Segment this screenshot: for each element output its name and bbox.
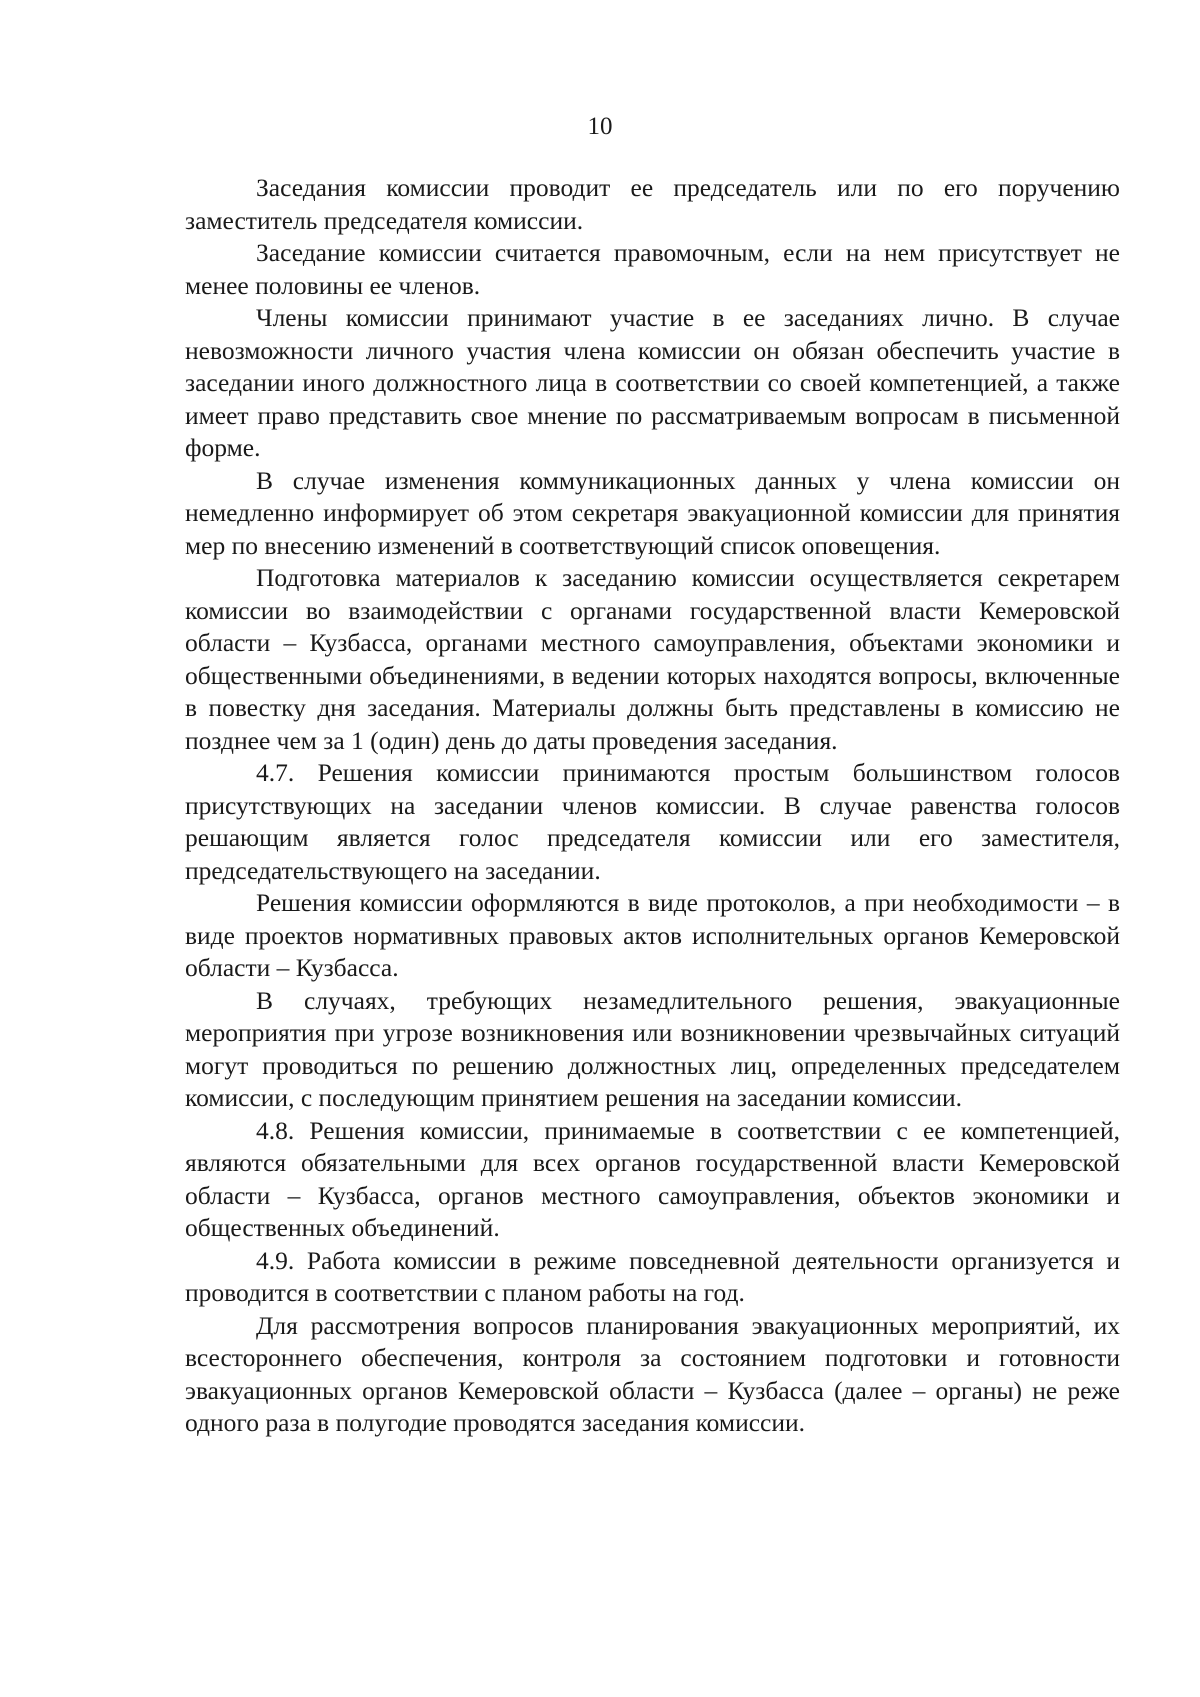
paragraph-4-9-work-plan: 4.9. Работа комиссии в режиме повседневной деятельности организуется и проводится в соответствии с планом работы на год.	[185, 1245, 1120, 1307]
paragraph-urgent-decisions: В случаях, требующих незамедлительного решения, эвакуационные мероприятия при угрозе возникновения или возникновении чрезвычайных ситуаций могут проводиться по решению должностных лиц, определенных председателем комиссии, с последующим принятием решения на заседании комиссии.	[185, 985, 1120, 1112]
paragraph-semiannual-meetings: Для рассмотрения вопросов планирования эвакуационных мероприятий, их всестороннего обеспечения, контроля за состоянием подготовки и готовности эвакуационных органов Кемеровской области – Кузбасса (далее – органы) не реже одного раза в полугодие проводятся заседания комиссии.	[185, 1310, 1120, 1437]
paragraph-quorum: Заседание комиссии считается правомочным, если на нем присутствует не менее половины ее членов.	[185, 238, 1120, 300]
document-body	[185, 172, 1120, 1440]
paragraph-materials-preparation: Подготовка материалов к заседанию комиссии осуществляется секретарем комиссии во взаимодействии с органами государственной власти Кемеровской области – Кузбасса, органами местного самоуправления, объектами экономики и общественными объединениями, в ведении которых находятся вопросы, включенные в повестку дня заседания. Материалы должны быть представлены в комиссию не позднее чем за 1 (один) день до даты проведения заседания.	[185, 563, 1120, 755]
paragraph-decisions-format: Решения комиссии оформляются в виде протоколов, а при необходимости – в виде проектов нормативных правовых актов исполнительных органов Кемеровской области – Кузбасса.	[185, 888, 1120, 982]
paragraph-4-7-decisions: 4.7. Решения комиссии принимаются простым большинством голосов присутствующих на заседании членов комиссии. В случае равенства голосов решающим является голос председателя комиссии или его заместителя, председательствующего на заседании.	[185, 758, 1120, 885]
paragraph-member-participation: Члены комиссии принимают участие в ее заседаниях лично. В случае невозможности личного участия члена комиссии он обязан обеспечить участие в заседании иного должностного лица в соответствии со своей компетенцией, а также имеет право представить свое мнение по рассматриваемым вопросам в письменной форме.	[185, 303, 1120, 462]
paragraph-meetings-chair: Заседания комиссии проводит ее председатель или по его поручению заместитель председателя комиссии.	[185, 173, 1120, 235]
paragraph-contact-changes: В случае изменения коммуникационных данных у члена комиссии он немедленно информирует об этом секретаря эвакуационной комиссии для принятия мер по внесению изменений в соответствующий список оповещения.	[185, 465, 1120, 560]
page-number: 10	[587, 113, 613, 140]
paragraph-4-8-binding-decisions: 4.8. Решения комиссии, принимаемые в соответствии с ее компетенцией, являются обязательными для всех органов государственной власти Кемеровской области – Кузбасса, органов местного самоуправления, объектов экономики и общественных объединений.	[185, 1115, 1120, 1242]
